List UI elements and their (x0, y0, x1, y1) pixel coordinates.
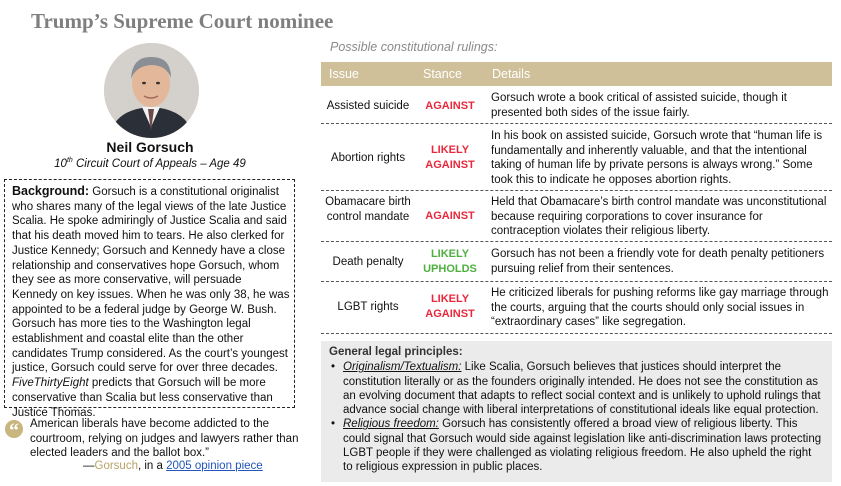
quote-attribution: —Gorsuch, in a 2005 opinion piece (83, 460, 263, 472)
header-stance: Stance (423, 67, 462, 81)
row-issue: Death penalty (332, 256, 404, 268)
background-label: Background: (12, 184, 90, 198)
row-stance: LIKELY AGAINST (425, 293, 475, 320)
quote-text: American liberals have become addicted to the courtroom, relying on judges and lawyers rather than elected leaders and the ballot box.” (30, 418, 299, 459)
table-header (321, 62, 832, 86)
list-item: • Religious freedom: Gorsuch has consistently offered a broad view of religious liberty. This could signal that Gorsuch would side against legislation like anti-discrimination laws protecting LGBT people if they were challenged as violating religious freedom. He also upheld the right to religious expression in public places. (329, 417, 824, 474)
nominee-name: Neil Gorsuch (106, 139, 194, 155)
row-details: Gorsuch wrote a book critical of assisted suicide, though it presented both sides of the issue fairly. (491, 92, 787, 119)
header-details: Details (492, 67, 531, 81)
table-row (321, 242, 832, 282)
list-item: • Originalism/Textualism: Like Scalia, Gorsuch believes that justices should interpret the constitution literally or as the founders originally intended. He does not see the constitution as an evolving document that adapts to reflect social context and is unlikely to uphold rulings that advance social change with liberal interpretations of constitutional ideals like equal protection. (329, 360, 824, 417)
row-details: In his book on assisted suicide, Gorsuch wrote that “human life is fundamentally and inherently valuable, and that the intentional taking of human life by private persons is always wrong.” Some took this to indicate he opposes abortion rights. (491, 130, 823, 186)
row-details: He criticized liberals for pushing reforms like gay marriage through the courts, arguing that the courts should only social issues in “extraordinary cases” like segregation. (491, 287, 829, 328)
row-issue: Abortion rights (330, 152, 406, 164)
opinion-piece-link[interactable]: 2005 opinion piece (166, 460, 263, 472)
table-row (321, 191, 832, 242)
row-issue: LGBT rights (337, 301, 399, 313)
row-details: Gorsuch has not been a friendly vote for death penalty petitioners pursuing relief from their sentences. (491, 248, 825, 275)
principles-heading: General legal principles: (329, 346, 463, 358)
row-issue: Obamacare birth control mandate (325, 196, 411, 223)
row-details: Held that Obamacare’s birth control mandate was unconstitutional because requiring corporations to cover insurance for contraception violates their religious liberty. (491, 196, 827, 237)
row-issue: Assisted suicide (326, 100, 410, 112)
row-stance: AGAINST (425, 210, 475, 222)
legal-principles-box (321, 341, 832, 482)
table-row (321, 86, 832, 124)
background-box: Background: Gorsuch is a constitutional originalist who shares many of the legal views of the late Justice Scalia. He spoke admiringly of Justice Scalia and said that his death moved him to tears. He also clerked for Justice Kennedy; Gorsuch and Kennedy have a close relationship and conservatives hope Gorsuch, whom they see as more conservative, will persuade Kennedy on key issues. When he was only 38, he was appointed to be a federal judge by George W. Bush. Gorsuch has more ties to the Washington legal establishment and coastal elite than the other candidates Trump considered. As the court’s youngest justice, Gorsuch could serve for over three decades. FiveThirtyEight predicts that Gorsuch will be more conservative than Scalia but less conservative than Justice Thomas. (4, 179, 295, 408)
table-row (321, 124, 832, 191)
table-row (321, 282, 832, 334)
header-issue: Issue (329, 67, 359, 81)
portrait-photo (104, 43, 199, 138)
row-stance: LIKELY AGAINST (425, 144, 475, 171)
row-stance: AGAINST (425, 100, 475, 112)
rulings-caption: Possible constitutional rulings: (330, 40, 498, 54)
row-stance: LIKELY UPHOLDS (423, 248, 477, 275)
page-title: Trump’s Supreme Court nominee (31, 9, 334, 33)
nominee-role: 10th Circuit Court of Appeals – Age 49 (54, 157, 246, 170)
quote-icon: “ (5, 420, 23, 438)
